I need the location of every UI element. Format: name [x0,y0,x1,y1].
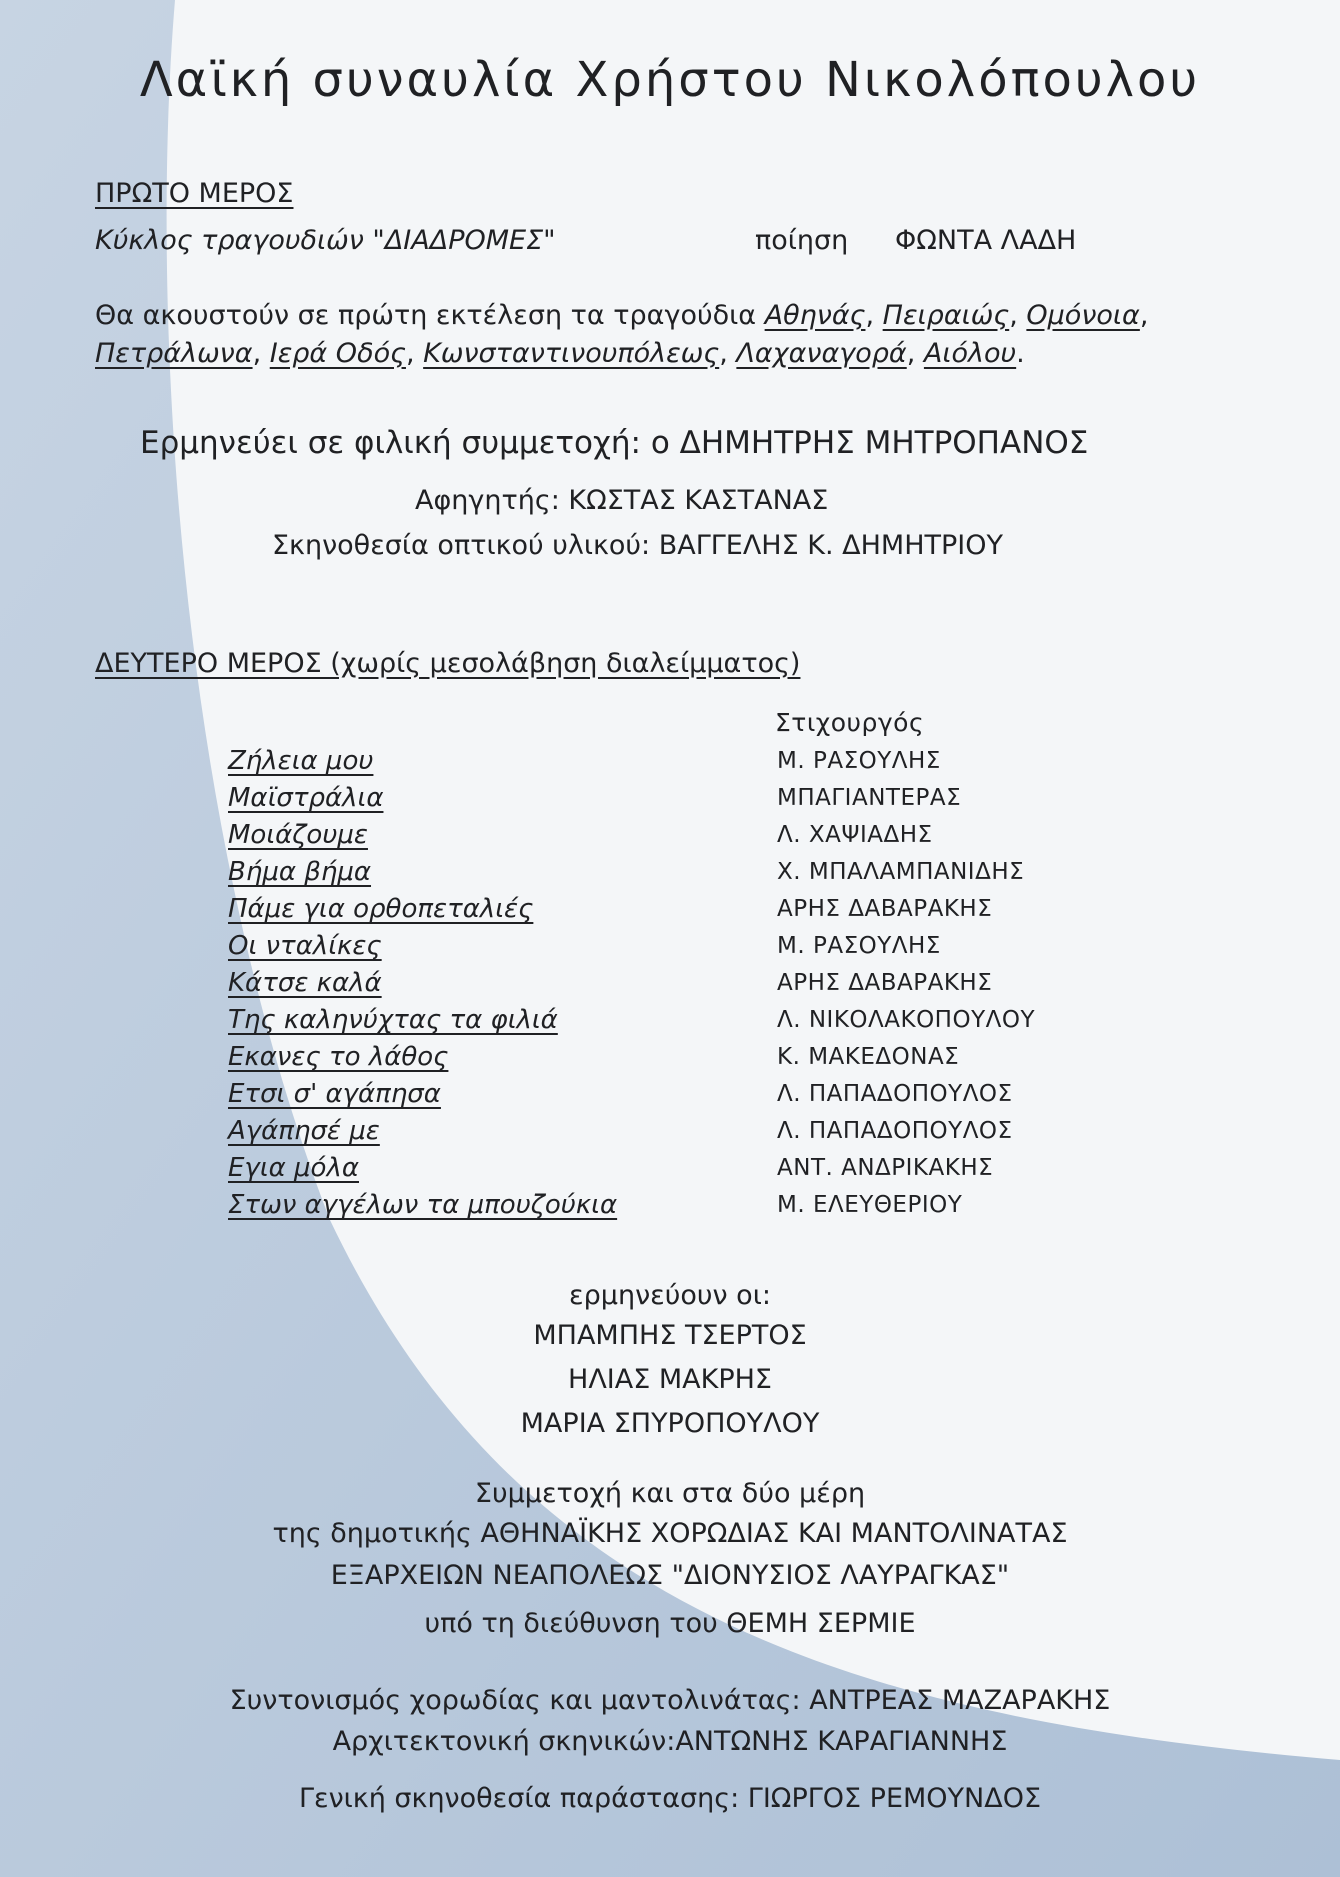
song-lyricist: ΑΡΗΣ ΔΑΒΑΡΑΚΗΣ [777,896,993,922]
premiere-song: Πετράλωνα [95,338,253,369]
song-title: Μαϊστράλια [228,783,384,813]
song-lyricist: ΑΝΤ. ΑΝΔΡΙΚΑΚΗΣ [777,1155,994,1181]
premiere-song: Ιερά Οδός [269,338,406,369]
song-title: Ετσι σ' αγάπησα [228,1079,441,1109]
premiere-intro-text: Θα ακουστούν σε πρώτη εκτέλεση τα τραγούδια [95,300,757,331]
song-lyricist: Λ. ΝΙΚΟΛΑΚΟΠΟΥΛΟΥ [777,1007,1036,1033]
song-title: Βήμα βήμα [228,857,372,887]
credit-line: Γενική σκηνοθεσία παράστασης: ΓΙΩΡΓΟΣ ΡΕΜΟΥΝΔΟΣ [298,1783,1042,1814]
part2-heading: ΔΕΥΤΕΡΟ ΜΕΡΟΣ (χωρίς μεσολάβηση διαλείμματος) [95,648,801,679]
premiere-songs-line2: Πετράλωνα, Ιερά Οδός, Κωνσταντινουπόλεως, Λαχαναγορά, Αιόλου. [95,338,1025,369]
premiere-song: Κωνσταντινουπόλεως [423,338,720,369]
song-lyricist: Μ. ΡΑΣΟΥΛΗΣ [777,933,941,959]
part1-heading: ΠΡΩΤΟ ΜΕΡΟΣ [95,178,294,209]
choir-line: ΕΞΑΡΧΕΙΩΝ ΝΕΑΠΟΛΕΩΣ "ΔΙΟΝΥΣΙΟΣ ΛΑΥΡΑΓΚΑΣ" [330,1560,1010,1591]
song-lyricist: Χ. ΜΠΑΛΑΜΠΑΝΙΔΗΣ [777,859,1025,885]
poet-name: ΦΩΝΤΑ ΛΑΔΗ [895,225,1077,256]
choir-line: της δημοτικής ΑΘΗΝΑΪΚΗΣ ΧΟΡΩΔΙΑΣ ΚΑΙ ΜΑΝΤΟΛΙΝΑΤΑΣ [272,1518,1068,1549]
premiere-song: Αιόλου [923,338,1017,369]
premiere-song: Λαχαναγορά [736,338,907,369]
song-lyricist: Λ. ΠΑΠΑΔΟΠΟΥΛΟΣ [777,1081,1013,1107]
narrator-line: Αφηγητής: ΚΩΣΤΑΣ ΚΑΣΤΑΝΑΣ [415,485,829,516]
premiere-intro: Θα ακουστούν σε πρώτη εκτέλεση τα τραγούδια Αθηνάς, Πειραιώς, Ομόνοια, [95,300,1149,331]
poetry-label: ποίηση [755,225,849,256]
premiere-song: Ομόνοια [1026,300,1140,331]
premiere-song: Πειραιώς [882,300,1010,331]
song-lyricist: ΑΡΗΣ ΔΑΒΑΡΑΚΗΣ [777,970,993,996]
song-title: Εγια μόλα [228,1153,359,1183]
song-lyricist: Μ. ΕΛΕΥΘΕΡΙΟΥ [777,1192,963,1218]
guest-performer-line: Ερμηνεύει σε φιλική συμμετοχή: ο ΔΗΜΗΤΡΗΣ ΜΗΤΡΟΠΑΝΟΣ [140,425,1089,461]
performer-name: ΜΑΡΙΑ ΣΠΥΡΟΠΟΥΛΟΥ [520,1408,820,1439]
credit-line: Συντονισμός χορωδίας και μαντολινάτας: ΑΝΤΡΕΑΣ ΜΑΖΑΡΑΚΗΣ [229,1685,1111,1716]
performer-name: ΜΠΑΜΠΗΣ ΤΣΕΡΤΟΣ [533,1320,807,1351]
song-title: Οι νταλίκες [228,931,382,961]
song-title: Της καληνύχτας τα φιλιά [228,1005,558,1035]
song-lyricist: Λ. ΧΑΨΙΑΔΗΣ [777,822,933,848]
visual-direction-line: Σκηνοθεσία οπτικού υλικού: ΒΑΓΓΕΛΗΣ Κ. ΔΗΜΗΤΡΙΟΥ [272,530,1003,561]
premiere-song: Αθηνάς [764,300,866,331]
song-lyricist: Κ. ΜΑΚΕΔΟΝΑΣ [777,1044,960,1070]
credit-line: Αρχιτεκτονική σκηνικών:ΑΝΤΩΝΗΣ ΚΑΡΑΓΙΑΝΝΗΣ [332,1726,1008,1757]
song-title: Ζήλεια μου [228,746,374,776]
song-lyricist: Μ. ΡΑΣΟΥΛΗΣ [777,748,941,774]
performers-label: ερμηνεύουν οι: [569,1280,771,1311]
choir-line: Συμμετοχή και στα δύο μέρη [474,1478,866,1509]
song-title: Μοιάζουμε [228,820,368,850]
song-title: Εκανες το λάθος [228,1042,449,1072]
song-title: Αγάπησέ με [228,1116,380,1146]
choir-line: υπό τη διεύθυνση του ΘΕΜΗ ΣΕΡΜΙΕ [424,1608,916,1639]
lyricist-header: Στιχουργός [775,708,925,737]
song-lyricist: ΜΠΑΓΙΑΝΤΕΡΑΣ [777,785,962,811]
song-title: Κάτσε καλά [228,968,382,998]
performer-name: ΗΛΙΑΣ ΜΑΚΡΗΣ [568,1364,772,1395]
song-lyricist: Λ. ΠΑΠΑΔΟΠΟΥΛΟΣ [777,1118,1013,1144]
page-title: Λαϊκή συναυλία Χρήστου Νικολόπουλου [139,52,1201,108]
song-title: Στων αγγέλων τα μπουζούκια [228,1190,618,1220]
song-title: Πάμε για ορθοπεταλιές [228,894,534,924]
song-cycle-title: Κύκλος τραγουδιών "ΔΙΑΔΡΟΜΕΣ" [95,225,556,256]
